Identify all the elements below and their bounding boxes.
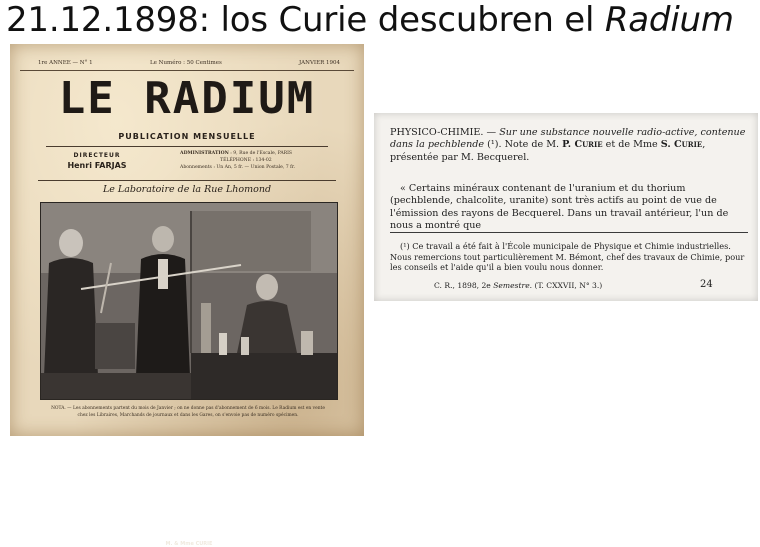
dash: — bbox=[483, 127, 500, 138]
author-pierre: P. Curie bbox=[562, 139, 603, 151]
note-presented: , présentée par M. Becquerel. bbox=[390, 139, 706, 163]
director-label: DIRECTEUR bbox=[73, 152, 121, 159]
issue-date: JANVIER 1904 bbox=[298, 60, 340, 66]
author-marie: S. Curie bbox=[660, 139, 703, 151]
note-heading bbox=[390, 127, 748, 164]
director-name: Henri FARJAS bbox=[67, 161, 127, 170]
photo-caption: M. & Mme CURIE bbox=[165, 541, 213, 547]
note-intro: (¹). Note de M. bbox=[484, 139, 563, 151]
footnote-divider bbox=[390, 232, 748, 233]
newspaper-subtitle: PUBLICATION MENSUELLE bbox=[118, 132, 256, 141]
page-headline bbox=[6, 0, 734, 40]
divider bbox=[38, 180, 336, 181]
subscription-note: NOTA. — Les abonnements partent du mois de Janvier ; on ne donne pas d'abonnement de 6 mois. Le Radium est en vente chez les Libraires, Marchands de journaux et dans les Gares, on s'envoie pas de numéro spécimen. bbox=[51, 406, 325, 418]
admin-label: ADMINISTRATION bbox=[180, 151, 229, 156]
citation-start: C. R., 1898, 2e bbox=[434, 281, 494, 290]
issue-price: Le Numéro : 50 Centimes bbox=[150, 60, 222, 66]
note-body: « Certains minéraux contenant de l'uranium et du thorium (pechblende, chalcolite, uranite) sont très actifs au point de vue de l'émission des rayons de Becquerel. Dans un travail antérieur, l'un de nous a montré que bbox=[390, 183, 729, 232]
section-title: Le Laboratoire de la Rue Lhomond bbox=[102, 184, 272, 195]
note-title: Sur une substance nouvelle radio-active, contenue dans la pechblende bbox=[390, 127, 746, 151]
section-heading: PHYSICO-CHIMIE. bbox=[390, 127, 484, 138]
page-number: 24 bbox=[700, 279, 713, 290]
newspaper-masthead: LE RADIUM bbox=[58, 73, 316, 124]
issue-number: 1re ANNEE — N° 1 bbox=[38, 60, 93, 66]
headline-text: los Curie descubren el bbox=[209, 0, 605, 40]
divider bbox=[46, 146, 328, 147]
issue-info-line bbox=[20, 60, 354, 71]
laboratory-photo-illustration bbox=[41, 203, 337, 399]
citation-semestre: Semestre. bbox=[493, 281, 533, 290]
citation bbox=[434, 281, 602, 290]
note-between: et de Mme bbox=[602, 139, 661, 151]
admin-phone: TÉLÉPHONE : 134-02 bbox=[220, 158, 272, 163]
headline-date: 21.12.1898: bbox=[6, 0, 210, 40]
comptes-rendus-clipping bbox=[374, 113, 758, 301]
admin-address: : 9, Rue de l'Escale, PARIS bbox=[228, 151, 293, 156]
footnote: (¹) Ce travail a été fait à l'École municipale de Physique et Chimie industrielles. Nous remercions tout particulièrement M. Bémont, chef des travaux de Chimie, pour les conseils et l'aide qu'il a bien voulu nous donner. bbox=[390, 241, 745, 273]
citation-end: (T. CXXVII, N° 3.) bbox=[532, 281, 603, 290]
newspaper-cover bbox=[10, 44, 364, 547]
admin-subscriptions: Abonnements : Un An, 5 fr. — Union Postale, 7 fr. bbox=[180, 165, 296, 170]
headline-radium: Radium bbox=[604, 0, 734, 40]
administration-block bbox=[180, 150, 350, 171]
